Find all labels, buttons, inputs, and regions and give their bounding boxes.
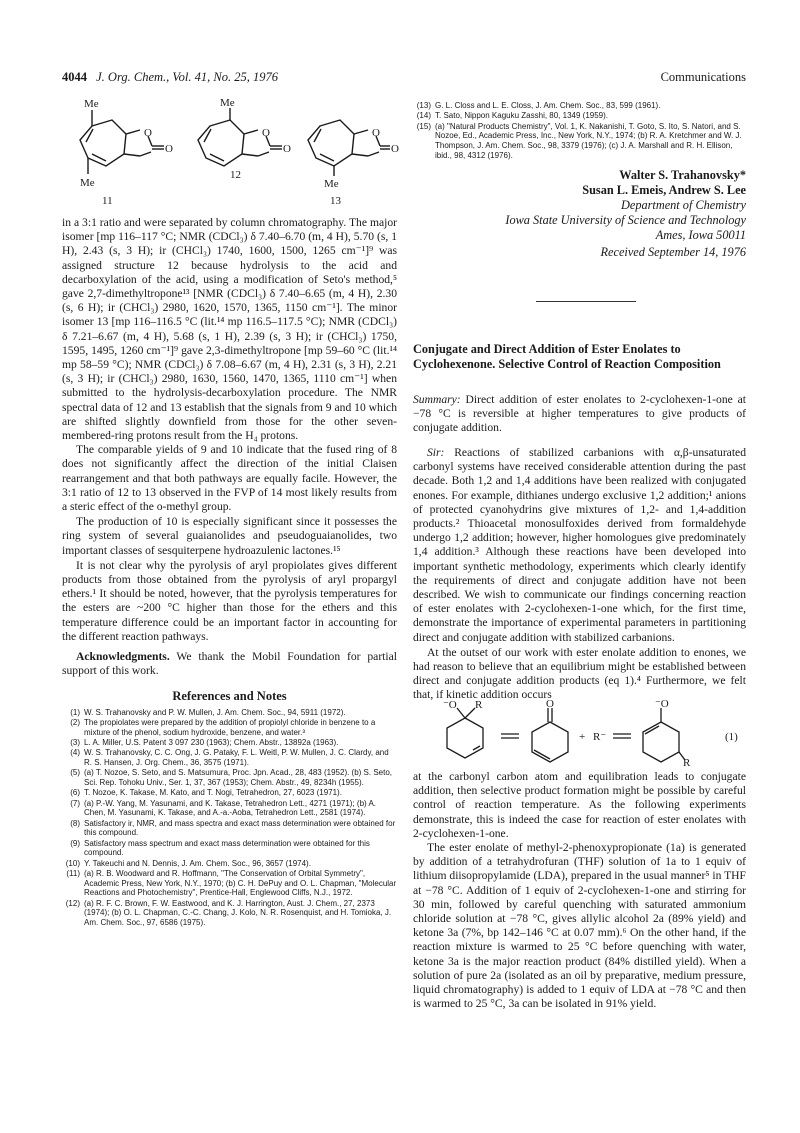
paragraph: It is not clear why the pyrolysis of aryl propiolates gives different products from those obtained from the pyrolysis of aryl propargyl ethers.¹ It should be noted, however, that the pyrolysis temperatures for the esters are ~200 °C higher than those for the ethers and this temperature difference could be an important factor in accounting for the different reaction pathways. <box>62 558 397 643</box>
s13-me: Me <box>324 178 339 190</box>
page-number: 4044 <box>62 70 87 84</box>
article-title: Conjugate and Direct Addition of Ester Enolates to Cyclohexenone. Selective Control of Reaction Composition <box>413 342 721 371</box>
ack-text: We thank the Mobil Foundation for partial support of this work. <box>62 650 397 678</box>
right-column-body <box>413 446 746 704</box>
section-name: Communications <box>660 70 746 84</box>
left-column <box>62 216 397 928</box>
author-block <box>505 168 746 260</box>
author-primary: Walter S. Trahanovsky* <box>619 168 746 182</box>
paragraph: Sir: Reactions of stabilized carbanions with α,β-unsaturated carbonyl systems have received considerable attention during the past decade. Both 1,2 and 1,4 additions have been realized with conjugated enones. For example, dithianes undergo exclusive 1,2 addition;¹ anions of protected cyanohydrins give mixtures of 1,2- and 1,4-addition products.² Thioacetal monosulfoxides derived from formaldehyde undergo 1,2 addition; however, higher homologues give predominately 1,4 addition.³ Although these reactions have been developed into important synthetic methodology, experiments which clearly identify the requirements of direct and conjugate addition have not been described. We wish to communicate our findings concerning reaction of ester enolates with 2-cyclohexen-1-one which, for the first time, demonstrate the importance of experimental parameters in partitioning direct and conjugate addition with stabilized carbanions. <box>413 446 746 644</box>
reference-item: (11) (a) R. B. Woodward and R. Hoffmann, "The Conservation of Orbital Symmetry", Academic Press, New York, N.Y., 1970; (b) C. H. DePuy and O. L. Chapman, "Molecular Reactions and Photochemistry", Prentice-Hall, Englewood Cliffs, N.J., 1972. <box>66 869 397 898</box>
s11-carbonyl-o: O <box>165 143 173 155</box>
reference-item: (6) T. Nozoe, K. Takase, M. Kato, and T. Nogi, Tetrahedron, 27, 6023 (1971). <box>70 788 342 798</box>
eq-anion-oxygen: ⁻O <box>443 699 457 711</box>
paragraph: The production of 10 is especially significant since it possesses the ring system of several guaianolides and pseudoguaianolides, two important classes of sesquiterpene hydroazulenic lactones.¹⁵ <box>62 515 397 557</box>
affiliation-university: Iowa State University of Science and Technology <box>505 213 746 227</box>
reference-item: (5) (a) T. Nozoe, S. Seto, and S. Matsumura, Proc. Jpn. Acad., 28, 483 (1952). (b) S. Seto, Sci. Rep. Tohoku Univ., Ser. 1, 37, 367 (1953); Chem. Abstr., 49, 8234h (1955). <box>70 768 393 788</box>
s13-carbonyl-o: O <box>391 143 399 155</box>
affiliation-city: Ames, Iowa 50011 <box>655 228 746 242</box>
reference-item: (13) G. L. Closs and L. E. Closs, J. Am. Chem. Soc., 83, 599 (1961). <box>416 101 661 110</box>
section-divider <box>536 301 636 302</box>
structure-drawings <box>62 96 397 212</box>
s11-me-bottom: Me <box>80 177 95 189</box>
eq-reagent: R⁻ <box>593 731 607 743</box>
paragraph: The comparable yields of 9 and 10 indicate that the fused ring of 8 does not significantly affect the direction of the initial Claisen rearrangement and that both pathways are equally facile. However, the 3:1 ratio of 12 to 13 observed in the FVP of 14 most likely results from a steric effect of the o-methyl group. <box>62 443 397 514</box>
s12-ring-o: O <box>262 127 270 139</box>
summary-text: Direct addition of ester enolates to 2-cyclohexen-1-one at −78 °C is reversible at higher temperatures to give products of conjugate addition. <box>413 393 746 435</box>
reference-item: (4) W. S. Trahanovsky, C. C. Ong, J. G. Pataky, F. L. Weitl, P. W. Mullen, J. C. Clardy, and R. S. Hansen, J. Org. Chem., 36, 3575 (1971). <box>70 748 389 768</box>
paragraph: in a 3:1 ratio and were separated by column chromatography. The major isomer [mp 116–117 °C; NMR (CDCl₃) δ 7.40–6.70 (m, 4 H), 5.70 (s, 1 H), 2.43 (s, 3 H); ir (CHCl₃) 1740, 1600, 1500, 1265 cm⁻¹]⁹ was assigned structure 12 because hydrolysis to the acid and decarboxylation of the acid, using a modification of Seto's method,⁵ gave 2,7-dimethyltropone¹³ [NMR (CDCl₃) δ 7.40–6.65 (m, 4 H), 2.30 (s, 6 H); ir (CHCl₃) 2980, 1620, 1570, 1365, 1150 cm⁻¹]. The minor isomer 13 [mp 116–116.5 °C (lit.¹⁴ mp 116.5–117.5 °C); NMR (CDCl₃) δ 7.21–6.67 (m, 4 H), 5.68 (s, 1 H), 2.39 (s, 3 H); ir (CHCl₃) 1750, 1595, 1495, 1260 cm⁻¹]⁹ gave 2,3-dimethyltropone [mp 59–60 °C (lit.¹⁴ mp 58–59 °C); NMR (CDCl₃) δ 7.08–6.67 (m, 4 H), 2.31 (s, 3 H), 2.21 (s, 3 H); ir (CHCl₃) 2980, 1630, 1560, 1470, 1365, 1110 cm⁻¹] when submitted to the hydrolysis-decarboxylation procedure. The NMR spectral data of 12 and 13 establish that the signals from 9 and 10 which are shifted slightly downfield from those for the other seven-membered-ring protons result from the H₄ protons. <box>62 216 397 443</box>
reference-item: (7) (a) P.-W. Yang, M. Yasunami, and K. Takase, Tetrahedron Lett., 4271 (1971); (b) A. Chen, M. Yasunami, K. Takase, and A.-a.-Aoba, Tetrahedron Lett., 2581 (1974). <box>70 798 377 818</box>
summary-label: Summary: <box>413 393 461 406</box>
reference-item: (2) The propiolates were prepared by the addition of propiolyl chloride in benzene to a mixture of the phenol, sodium hydroxide, benzene, and water.³ <box>70 718 376 737</box>
eq-enolate-oxygen: ⁻O <box>655 698 669 710</box>
journal-citation: J. Org. Chem., Vol. 41, No. 25, 1976 <box>96 70 278 84</box>
references-heading: References and Notes <box>172 688 287 703</box>
reference-item: (15) (a) "Natural Products Chemistry", Vol. 1, K. Nakanishi, T. Goto, S. Ito, S. Natori, and S. Nozoe, Ed., Academic Press, Inc., New York, N.Y., 1974; (b) R. A. Kretchmer and W. J. Thompson, J. Am. Chem. Soc., 98, 3379 (1976); (c) J. A. Marshall and R. H. Ellison, ibid., 98, 4312 (1976). <box>416 121 742 160</box>
equation-number: (1) <box>725 731 738 743</box>
paragraph: The ester enolate of methyl-2-phenoxypropionate (1a) is generated by addition of a tetrahydrofuran (THF) solution of 1a to 1 equiv of lithium diisopropylamide (LDA), prepared in the usual manner⁵ in THF at −78 °C. Addition of 1 equiv of 2-cyclohexen-1-one and stirring for 30 min, followed by careful quenching with saturated ammonium chloride solution at −78 °C, gives allylic alcohol 2a (89% yield) and ketone 3a (7%, bp 142–146 °C at 0.07 mm).⁶ On the other hand, if the reaction mixture is warmed to 25 °C before quenching with water, ketone 3a is the major reaction product (84% distilled yield). When a solution of pure 2a (isolated as an oil by preparative, medium pressure, liquid chromatography) is added to 1 equiv of LDA at −78 °C and then is warmed to 25 °C, 3a can be isolated in 91% yield. <box>413 841 746 1011</box>
label-12: 12 <box>230 169 241 181</box>
references-list-continued <box>413 101 746 161</box>
affiliation-department: Department of Chemistry <box>620 198 746 212</box>
running-head <box>62 70 278 85</box>
eq-plus: + <box>579 731 586 743</box>
s11-ring-o: O <box>144 127 152 139</box>
paragraph: at the carbonyl carbon atom and equilibration leads to conjugate addition, then selective product formation might be possible by careful control of reaction temperature. As the following experiments demonstrate, this is indeed the case for reaction of ester enolates with 2-cyclohexen-1-one. <box>413 770 746 840</box>
paragraph: At the outset of our work with ester enolate addition to enones, we had reason to believe that an equilibrium might be established between direct and conjugate addition products (eq 1).⁴ Furthermore, we felt that, if kinetic addition occurs <box>413 645 746 702</box>
s11-me-top: Me <box>84 98 99 110</box>
article-summary <box>413 393 746 436</box>
reference-item: (12) (a) R. F. C. Brown, F. W. Eastwood, and K. J. Harrington, Aust. J. Chem., 27, 2373 (1974); (b) O. L. Chapman, C.-C. Chang, J. Kolo, N. R. Rosenquist, and H. Tomioka, J. Am. Chem. Soc., 97, 6586 (1975). <box>65 898 392 927</box>
ack-label: Acknowledgments. <box>76 650 170 664</box>
received-date: Received September 14, 1976 <box>600 245 746 259</box>
s12-me: Me <box>220 97 235 109</box>
eq-carbonyl-oxygen: O <box>546 698 554 710</box>
reference-item: (8) Satisfactory ir, NMR, and mass spectra and exact mass determination were obtained for this compound. <box>70 818 396 838</box>
page-header <box>62 70 746 88</box>
reference-item: (14) T. Sato, Nippon Kaguku Zasshi, 80, 1349 (1959). <box>416 111 608 121</box>
eq-r-group: R <box>475 699 483 711</box>
reference-item: (1) W. S. Trahanovsky and P. W. Mullen, J. Am. Chem. Soc., 94, 5911 (1972). <box>70 707 346 717</box>
sir-label: Sir: <box>427 446 445 459</box>
equation-drawing <box>413 698 746 769</box>
structures-figure <box>62 96 397 212</box>
reference-item: (10) Y. Takeuchi and N. Dennis, J. Am. Chem. Soc., 96, 3657 (1974). <box>65 858 311 868</box>
equation-1 <box>413 698 746 769</box>
s13-ring-o: O <box>372 127 380 139</box>
references-list <box>62 708 397 928</box>
s12-carbonyl-o: O <box>283 143 291 155</box>
eq-product-r: R <box>683 757 691 769</box>
right-column-body-continued <box>413 770 746 1012</box>
label-13: 13 <box>330 195 341 207</box>
author-coauthors: Susan L. Emeis, Andrew S. Lee <box>582 183 746 197</box>
label-11: 11 <box>102 195 113 207</box>
reference-item: (3) L. A. Miller, U.S. Patent 3 097 230 (1963); Chem. Abstr., 13892a (1963). <box>70 738 339 748</box>
reference-item: (9) Satisfactory mass spectrum and exact mass determination were obtained for this compound. <box>70 838 370 858</box>
acknowledgments <box>62 650 397 678</box>
